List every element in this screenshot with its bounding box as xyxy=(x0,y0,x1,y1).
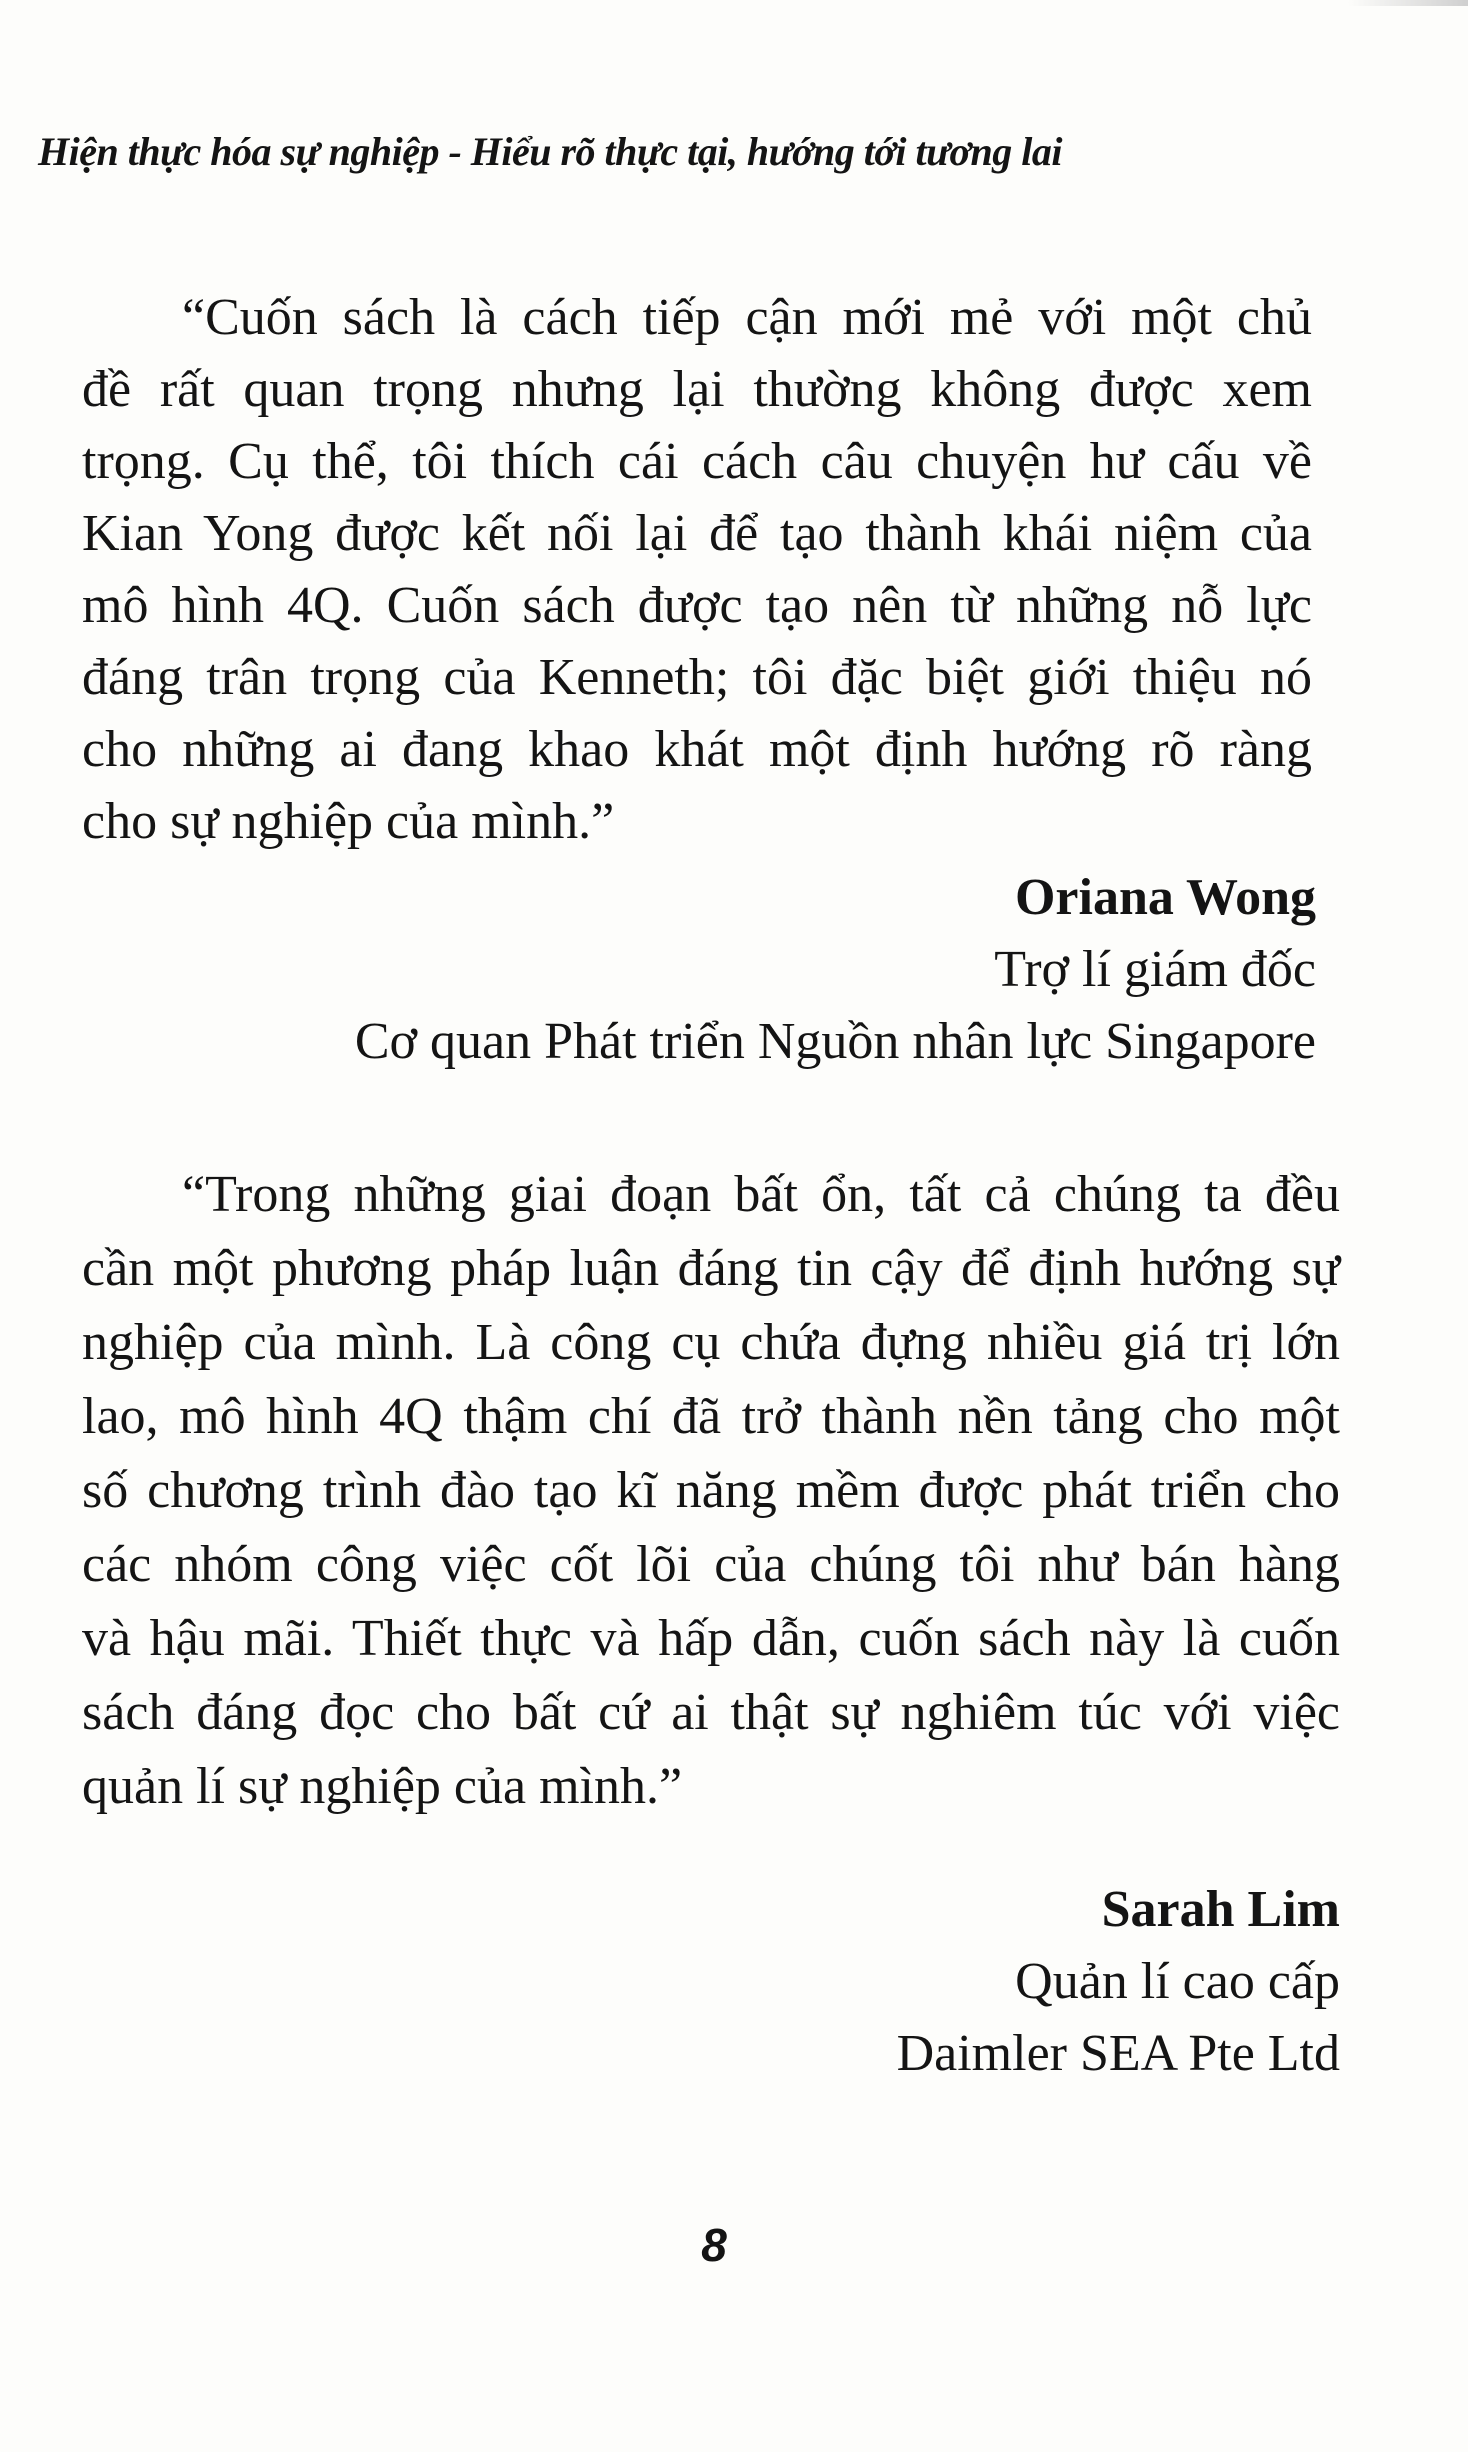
author-title: Quản lí cao cấp xyxy=(1015,1953,1340,2010)
quote-line: trọng. Cụ thể, tôi thích cái cách câu chuyện hư cấu về xyxy=(82,433,1312,490)
quote-line: và hậu mãi. Thiết thực và hấp dẫn, cuốn sách này là cuốn xyxy=(82,1610,1340,1667)
page-edge-shadow xyxy=(1348,0,1468,6)
quote-line: nghiệp của mình. Là công cụ chứa đựng nhiều giá trị lớn xyxy=(82,1314,1340,1371)
quote-line: đề rất quan trọng nhưng lại thường không được xem xyxy=(82,361,1312,418)
quote-line: cho sự nghiệp của mình.” xyxy=(82,793,615,850)
quote-line: các nhóm công việc cốt lõi của chúng tôi như bán hàng xyxy=(82,1536,1340,1593)
author-name: Oriana Wong xyxy=(1014,869,1316,926)
quote-line: lao, mô hình 4Q thậm chí đã trở thành nền tảng cho một xyxy=(82,1388,1340,1445)
testimonial-attribution xyxy=(355,862,1316,1078)
author-title: Trợ lí giám đốc xyxy=(994,941,1316,998)
testimonial-quote xyxy=(82,1158,1340,1824)
quote-line: quản lí sự nghiệp của mình.” xyxy=(82,1758,683,1815)
quote-line: Kian Yong được kết nối lại để tạo thành khái niệm của xyxy=(82,505,1312,562)
quote-line: số chương trình đào tạo kĩ năng mềm được phát triển cho xyxy=(82,1462,1340,1519)
testimonial-quote xyxy=(82,282,1312,858)
quote-line: đáng trân trọng của Kenneth; tôi đặc biệt giới thiệu nó xyxy=(82,649,1312,706)
quote-line: cho những ai đang khao khát một định hướng rõ ràng xyxy=(82,721,1312,778)
testimonial-attribution xyxy=(897,1874,1340,2090)
quote-line: “Cuốn sách là cách tiếp cận mới mẻ với một chủ xyxy=(182,289,1312,346)
author-organization: Cơ quan Phát triển Nguồn nhân lực Singapore xyxy=(354,1013,1316,1070)
quote-line: cần một phương pháp luận đáng tin cậy để định hướng sự xyxy=(82,1240,1340,1297)
author-name: Sarah Lim xyxy=(1101,1881,1340,1938)
quote-line: mô hình 4Q. Cuốn sách được tạo nên từ những nỗ lực xyxy=(82,577,1312,634)
author-organization: Daimler SEA Pte Ltd xyxy=(896,2025,1340,2082)
running-header: Hiện thực hóa sự nghiệp - Hiểu rõ thực tại, hướng tới tương lai xyxy=(38,129,1062,174)
quote-line: “Trong những giai đoạn bất ổn, tất cả chúng ta đều xyxy=(182,1166,1340,1223)
page-number: 8 xyxy=(701,2219,727,2271)
quote-line: sách đáng đọc cho bất cứ ai thật sự nghiêm túc với việc xyxy=(82,1684,1340,1741)
